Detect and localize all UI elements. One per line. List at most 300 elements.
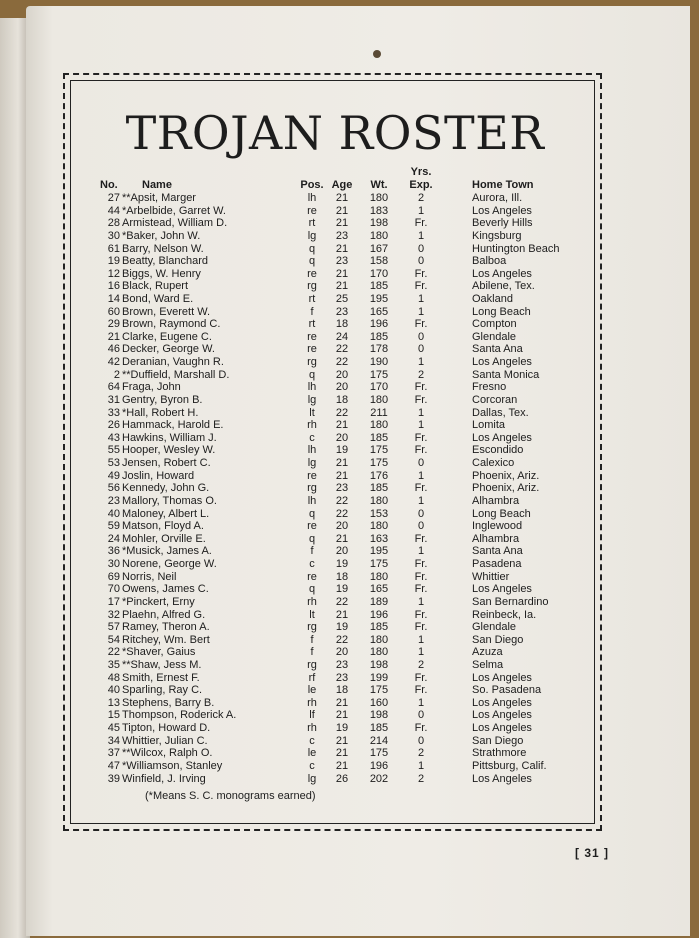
row-town: Kingsburg — [472, 229, 522, 242]
row-wt: 185 — [369, 621, 389, 634]
row-town: Los Angeles — [472, 267, 532, 280]
row-town: Phoenix, Ariz. — [472, 482, 540, 495]
row-no: 28 — [107, 217, 120, 230]
binding-hole — [373, 50, 381, 58]
row-exp: 1 — [417, 633, 425, 646]
row-no: 48 — [107, 671, 120, 684]
row-age: 19 — [335, 621, 349, 634]
row-pos: rt — [308, 318, 316, 331]
row-pos: rh — [307, 722, 317, 734]
row-age: 21 — [335, 204, 349, 217]
row-exp: 1 — [417, 229, 425, 242]
row-town: So. Pasadena — [472, 684, 542, 697]
row-no: 60 — [107, 305, 120, 318]
row-name: Ramey, Theron A. — [122, 621, 210, 634]
row-pos: le — [307, 684, 317, 697]
row-name: Smith, Ernest F. — [122, 671, 200, 684]
row-wt: 185 — [369, 330, 389, 343]
row-town: Los Angeles — [472, 696, 532, 709]
row-name: Hooper, Wesley W. — [122, 444, 216, 457]
row-exp: 0 — [417, 343, 425, 356]
row-exp: Fr. — [414, 558, 428, 570]
row-town: Glendale — [472, 621, 517, 634]
row-town: Abilene, Tex. — [472, 280, 535, 293]
row-pos: rt — [308, 293, 316, 305]
row-exp: Fr. — [414, 318, 428, 331]
row-town: Aurora, Ill. — [472, 192, 523, 204]
row-no: 15 — [107, 709, 120, 722]
row-name: Bond, Ward E. — [122, 293, 194, 305]
monogram-note: (*Means S. C. monograms earned) — [145, 790, 316, 802]
row-wt: 170 — [369, 381, 389, 394]
row-wt: 198 — [369, 658, 389, 671]
row-pos: rh — [307, 696, 317, 709]
row-pos: rh — [307, 419, 317, 432]
row-name: Biggs, W. Henry — [122, 267, 201, 280]
row-exp: Fr. — [414, 381, 428, 394]
row-no: 14 — [107, 293, 120, 305]
row-no: 24 — [107, 532, 120, 545]
row-no: 44 — [107, 204, 120, 217]
row-wt: 195 — [369, 545, 389, 558]
row-no: 13 — [107, 696, 120, 709]
row-town: Los Angeles — [472, 356, 532, 369]
row-age: 21 — [335, 759, 349, 772]
row-no: 30 — [107, 229, 120, 242]
row-pos: re — [307, 267, 317, 280]
row-wt: 180 — [369, 633, 389, 646]
row-no: 31 — [107, 393, 120, 406]
row-no: 39 — [107, 772, 120, 785]
header-name: Name — [142, 179, 172, 191]
row-name: Joslin, Howard — [122, 469, 195, 482]
row-pos: lh — [307, 494, 317, 507]
row-age: 22 — [335, 633, 349, 646]
row-age: 18 — [335, 318, 349, 331]
row-age: 21 — [335, 532, 349, 545]
row-pos: q — [308, 532, 316, 545]
row-town: Escondido — [472, 444, 524, 457]
row-exp: 0 — [417, 457, 425, 469]
row-exp: 1 — [417, 204, 425, 217]
row-pos: rg — [307, 356, 317, 369]
row-wt: 165 — [369, 305, 389, 318]
row-pos: lg — [307, 229, 317, 242]
row-town: Santa Ana — [472, 343, 523, 356]
row-age: 23 — [335, 305, 349, 318]
row-age: 19 — [335, 444, 349, 457]
row-wt: 167 — [369, 242, 389, 255]
row-age: 23 — [335, 229, 349, 242]
row-town: Alhambra — [472, 494, 520, 507]
row-wt: 163 — [369, 532, 389, 545]
row-town: Los Angeles — [472, 671, 532, 684]
row-no: 64 — [107, 381, 120, 394]
row-no: 17 — [107, 595, 120, 608]
row-no: 47 — [107, 759, 120, 772]
row-no: 45 — [107, 722, 120, 734]
row-name: Gentry, Byron B. — [122, 393, 203, 406]
row-exp: 1 — [417, 646, 425, 659]
row-name: *Arbelbide, Garret W. — [122, 204, 226, 217]
row-exp: Fr. — [414, 482, 428, 495]
row-no: 55 — [107, 444, 120, 457]
row-pos: q — [308, 255, 316, 268]
row-no: 43 — [107, 431, 120, 444]
row-exp: 1 — [417, 595, 425, 608]
row-age: 20 — [335, 381, 349, 394]
row-pos: le — [307, 747, 317, 760]
row-no: 59 — [107, 520, 120, 533]
row-town: Corcoran — [472, 393, 518, 406]
row-age: 23 — [335, 671, 349, 684]
row-wt: 153 — [369, 507, 389, 520]
row-town: Oakland — [472, 293, 513, 305]
row-exp: Fr. — [414, 684, 428, 697]
row-wt: 189 — [369, 595, 389, 608]
row-age: 22 — [335, 507, 349, 520]
row-town: Fresno — [472, 381, 507, 394]
row-exp: Fr. — [414, 583, 428, 596]
row-no: 49 — [107, 469, 120, 482]
row-wt: 199 — [369, 671, 389, 684]
row-exp: 0 — [417, 709, 425, 722]
row-wt: 180 — [369, 494, 389, 507]
row-age: 21 — [335, 242, 349, 255]
page-number: [ 31 ] — [575, 846, 610, 860]
row-exp: 0 — [417, 242, 425, 255]
row-name: Stephens, Barry B. — [122, 696, 215, 709]
row-town: Los Angeles — [472, 722, 532, 734]
row-town: San Diego — [472, 734, 524, 747]
row-age: 25 — [335, 293, 349, 305]
row-pos: rh — [307, 595, 317, 608]
row-age: 20 — [335, 431, 349, 444]
row-town: Dallas, Tex. — [472, 406, 529, 419]
header-pos: Pos. — [300, 179, 324, 191]
row-exp: 1 — [417, 293, 425, 305]
row-no: 70 — [107, 583, 120, 596]
row-name: *Baker, John W. — [122, 229, 201, 242]
row-pos: rg — [307, 280, 317, 293]
row-age: 21 — [335, 608, 349, 621]
row-exp: 2 — [417, 747, 425, 760]
row-wt: 185 — [369, 482, 389, 495]
header-no: No. — [100, 179, 118, 191]
row-exp: Fr. — [414, 608, 428, 621]
row-no: 46 — [107, 343, 120, 356]
row-exp: 1 — [417, 696, 425, 709]
row-name: Jensen, Robert C. — [122, 457, 211, 469]
row-age: 20 — [335, 520, 349, 533]
row-no: 19 — [107, 255, 120, 268]
row-town: Phoenix, Ariz. — [472, 469, 540, 482]
header-town: Home Town — [472, 179, 534, 191]
row-no: 33 — [107, 406, 120, 419]
row-pos: q — [308, 242, 316, 255]
row-town: Compton — [472, 318, 517, 331]
row-name: Norene, George W. — [122, 558, 217, 570]
row-age: 22 — [335, 343, 349, 356]
row-pos: lg — [307, 457, 317, 469]
row-name: Maloney, Albert L. — [122, 507, 210, 520]
row-name: Black, Rupert — [122, 280, 189, 293]
row-age: 22 — [335, 406, 349, 419]
row-pos: lt — [309, 608, 315, 621]
row-wt: 185 — [369, 280, 389, 293]
row-no: 35 — [107, 658, 120, 671]
row-no: 40 — [107, 684, 120, 697]
row-no: 22 — [107, 646, 120, 659]
row-town: Calexico — [472, 457, 515, 469]
row-no: 54 — [107, 633, 120, 646]
row-name: Matson, Floyd A. — [122, 520, 204, 533]
row-wt: 196 — [369, 759, 389, 772]
row-age: 21 — [335, 469, 349, 482]
row-wt: 160 — [369, 696, 389, 709]
row-pos: lh — [307, 444, 317, 457]
row-name: **Duffield, Marshall D. — [122, 368, 230, 381]
row-town: Whittier — [472, 570, 510, 583]
row-exp: 1 — [417, 494, 425, 507]
header-yrs: Yrs. — [410, 166, 432, 178]
row-name: Hammack, Harold E. — [122, 419, 224, 432]
row-age: 21 — [335, 217, 349, 230]
row-name: *Musick, James A. — [122, 545, 212, 558]
row-age: 22 — [335, 494, 349, 507]
row-age: 23 — [335, 255, 349, 268]
row-pos: re — [307, 204, 317, 217]
row-town: Los Angeles — [472, 709, 532, 722]
row-town: Strathmore — [472, 747, 527, 760]
row-exp: Fr. — [414, 722, 428, 734]
row-exp: Fr. — [414, 671, 428, 684]
row-no: 26 — [107, 419, 120, 432]
row-exp: Fr. — [414, 444, 428, 457]
row-town: Santa Ana — [472, 545, 523, 558]
row-name: Clarke, Eugene C. — [122, 330, 212, 343]
row-wt: 190 — [369, 356, 389, 369]
row-pos: f — [310, 545, 314, 558]
row-wt: 165 — [369, 583, 389, 596]
row-age: 22 — [335, 356, 349, 369]
row-wt: 214 — [369, 734, 389, 747]
row-exp: 2 — [417, 772, 425, 785]
row-no: 69 — [107, 570, 120, 583]
row-age: 20 — [335, 545, 349, 558]
row-name: Brown, Raymond C. — [122, 318, 221, 331]
header-exp: Exp. — [409, 179, 433, 191]
row-exp: 0 — [417, 520, 425, 533]
row-pos: lg — [307, 393, 317, 406]
row-wt: 180 — [369, 393, 389, 406]
row-exp: 1 — [417, 406, 425, 419]
row-pos: rf — [308, 671, 316, 684]
row-exp: Fr. — [414, 217, 428, 230]
row-wt: 176 — [369, 469, 389, 482]
row-exp: 2 — [417, 192, 425, 204]
row-exp: 1 — [417, 356, 425, 369]
row-age: 21 — [335, 709, 349, 722]
row-pos: q — [308, 368, 316, 381]
row-pos: re — [307, 570, 317, 583]
title-container — [70, 106, 600, 160]
row-name: Brown, Everett W. — [122, 305, 211, 318]
row-no: 36 — [107, 545, 120, 558]
row-exp: 0 — [417, 507, 425, 520]
row-age: 21 — [335, 267, 349, 280]
row-town: Santa Monica — [472, 368, 540, 381]
row-exp: 2 — [417, 658, 425, 671]
row-town: Glendale — [472, 330, 517, 343]
row-name: *Hall, Robert H. — [122, 406, 199, 419]
row-pos: f — [310, 305, 314, 318]
row-pos: c — [309, 431, 315, 444]
row-no: 12 — [107, 267, 120, 280]
row-name: *Shaver, Gaius — [122, 646, 196, 659]
row-exp: Fr. — [414, 280, 428, 293]
row-pos: re — [307, 469, 317, 482]
row-exp: 1 — [417, 305, 425, 318]
row-pos: f — [310, 633, 314, 646]
row-age: 21 — [335, 192, 349, 204]
row-name: Whittier, Julian C. — [122, 734, 208, 747]
row-name: Sparling, Ray C. — [122, 684, 203, 697]
row-pos: q — [308, 583, 316, 596]
row-town: Los Angeles — [472, 431, 532, 444]
row-pos: lh — [307, 192, 317, 204]
row-exp: Fr. — [414, 393, 428, 406]
row-no: 37 — [107, 747, 120, 760]
row-exp: Fr. — [414, 570, 428, 583]
row-wt: 180 — [369, 646, 389, 659]
row-town: San Diego — [472, 633, 524, 646]
row-exp: 0 — [417, 255, 425, 268]
row-name: Deranian, Vaughn R. — [122, 356, 224, 369]
row-exp: 2 — [417, 368, 425, 381]
row-town: Alhambra — [472, 532, 520, 545]
row-wt: 175 — [369, 457, 389, 469]
row-age: 24 — [335, 330, 349, 343]
header-wt: Wt. — [370, 179, 388, 191]
row-no: 42 — [107, 356, 120, 369]
row-wt: 180 — [369, 419, 389, 432]
row-exp: 1 — [417, 469, 425, 482]
row-name: Mohler, Orville E. — [122, 532, 206, 545]
row-name: Armistead, William D. — [122, 217, 228, 230]
row-no: 57 — [107, 621, 120, 634]
row-town: Lomita — [472, 419, 506, 432]
row-wt: 196 — [369, 608, 389, 621]
row-age: 21 — [335, 419, 349, 432]
row-no: 30 — [107, 558, 120, 570]
row-pos: re — [307, 343, 317, 356]
row-name: Hawkins, William J. — [122, 431, 217, 444]
row-town: Selma — [472, 658, 504, 671]
row-town: Balboa — [472, 255, 507, 268]
row-no: 53 — [107, 457, 120, 469]
row-name: Decker, George W. — [122, 343, 215, 356]
row-town: Los Angeles — [472, 583, 532, 596]
row-no: 2 — [113, 368, 120, 381]
row-age: 21 — [335, 457, 349, 469]
row-wt: 185 — [369, 431, 389, 444]
page-title: TROJAN ROSTER — [125, 106, 545, 160]
row-wt: 198 — [369, 709, 389, 722]
row-age: 19 — [335, 558, 349, 570]
row-town: Inglewood — [472, 520, 523, 533]
row-name: Norris, Neil — [122, 570, 177, 583]
row-age: 21 — [335, 696, 349, 709]
row-exp: Fr. — [414, 431, 428, 444]
row-town: Pasadena — [472, 558, 522, 570]
row-wt: 202 — [369, 772, 389, 785]
row-wt: 158 — [369, 255, 389, 268]
row-wt: 180 — [369, 192, 389, 204]
row-wt: 183 — [369, 204, 389, 217]
row-name: **Shaw, Jess M. — [122, 658, 202, 671]
row-age: 19 — [335, 722, 349, 734]
row-pos: c — [309, 734, 315, 747]
row-pos: c — [309, 558, 315, 570]
row-pos: lt — [309, 406, 315, 419]
row-town: Huntington Beach — [472, 242, 560, 255]
row-pos: lg — [307, 772, 317, 785]
row-age: 23 — [335, 482, 349, 495]
row-pos: c — [309, 759, 315, 772]
row-no: 27 — [107, 192, 120, 204]
row-exp: Fr. — [414, 267, 428, 280]
row-pos: q — [308, 507, 316, 520]
row-wt: 196 — [369, 318, 389, 331]
row-wt: 175 — [369, 444, 389, 457]
row-no: 29 — [107, 318, 120, 331]
row-exp: 1 — [417, 759, 425, 772]
row-age: 18 — [335, 684, 349, 697]
row-age: 21 — [335, 280, 349, 293]
row-town: Long Beach — [472, 305, 531, 318]
row-exp: Fr. — [414, 621, 428, 634]
row-age: 26 — [335, 772, 349, 785]
row-wt: 175 — [369, 558, 389, 570]
row-town: Los Angeles — [472, 772, 532, 785]
row-wt: 175 — [369, 368, 389, 381]
row-name: Plaehn, Alfred G. — [122, 608, 206, 621]
row-no: 40 — [107, 507, 120, 520]
row-name: Thompson, Roderick A. — [122, 709, 237, 722]
row-name: Barry, Nelson W. — [122, 242, 204, 255]
row-no: 23 — [107, 494, 120, 507]
row-name: Owens, James C. — [122, 583, 209, 596]
row-town: Beverly Hills — [472, 217, 533, 230]
row-wt: 185 — [369, 722, 389, 734]
row-wt: 180 — [369, 229, 389, 242]
row-name: *Williamson, Stanley — [122, 759, 223, 772]
row-pos: f — [310, 646, 314, 659]
row-wt: 178 — [369, 343, 389, 356]
row-town: Los Angeles — [472, 204, 532, 217]
row-pos: re — [307, 520, 317, 533]
row-exp: 0 — [417, 734, 425, 747]
header-age: Age — [331, 179, 353, 191]
row-wt: 170 — [369, 267, 389, 280]
row-no: 16 — [107, 280, 120, 293]
row-name: Tipton, Howard D. — [122, 722, 211, 734]
row-no: 21 — [107, 330, 120, 343]
row-name: Kennedy, John G. — [122, 482, 210, 495]
row-age: 19 — [335, 583, 349, 596]
row-no: 61 — [107, 242, 120, 255]
